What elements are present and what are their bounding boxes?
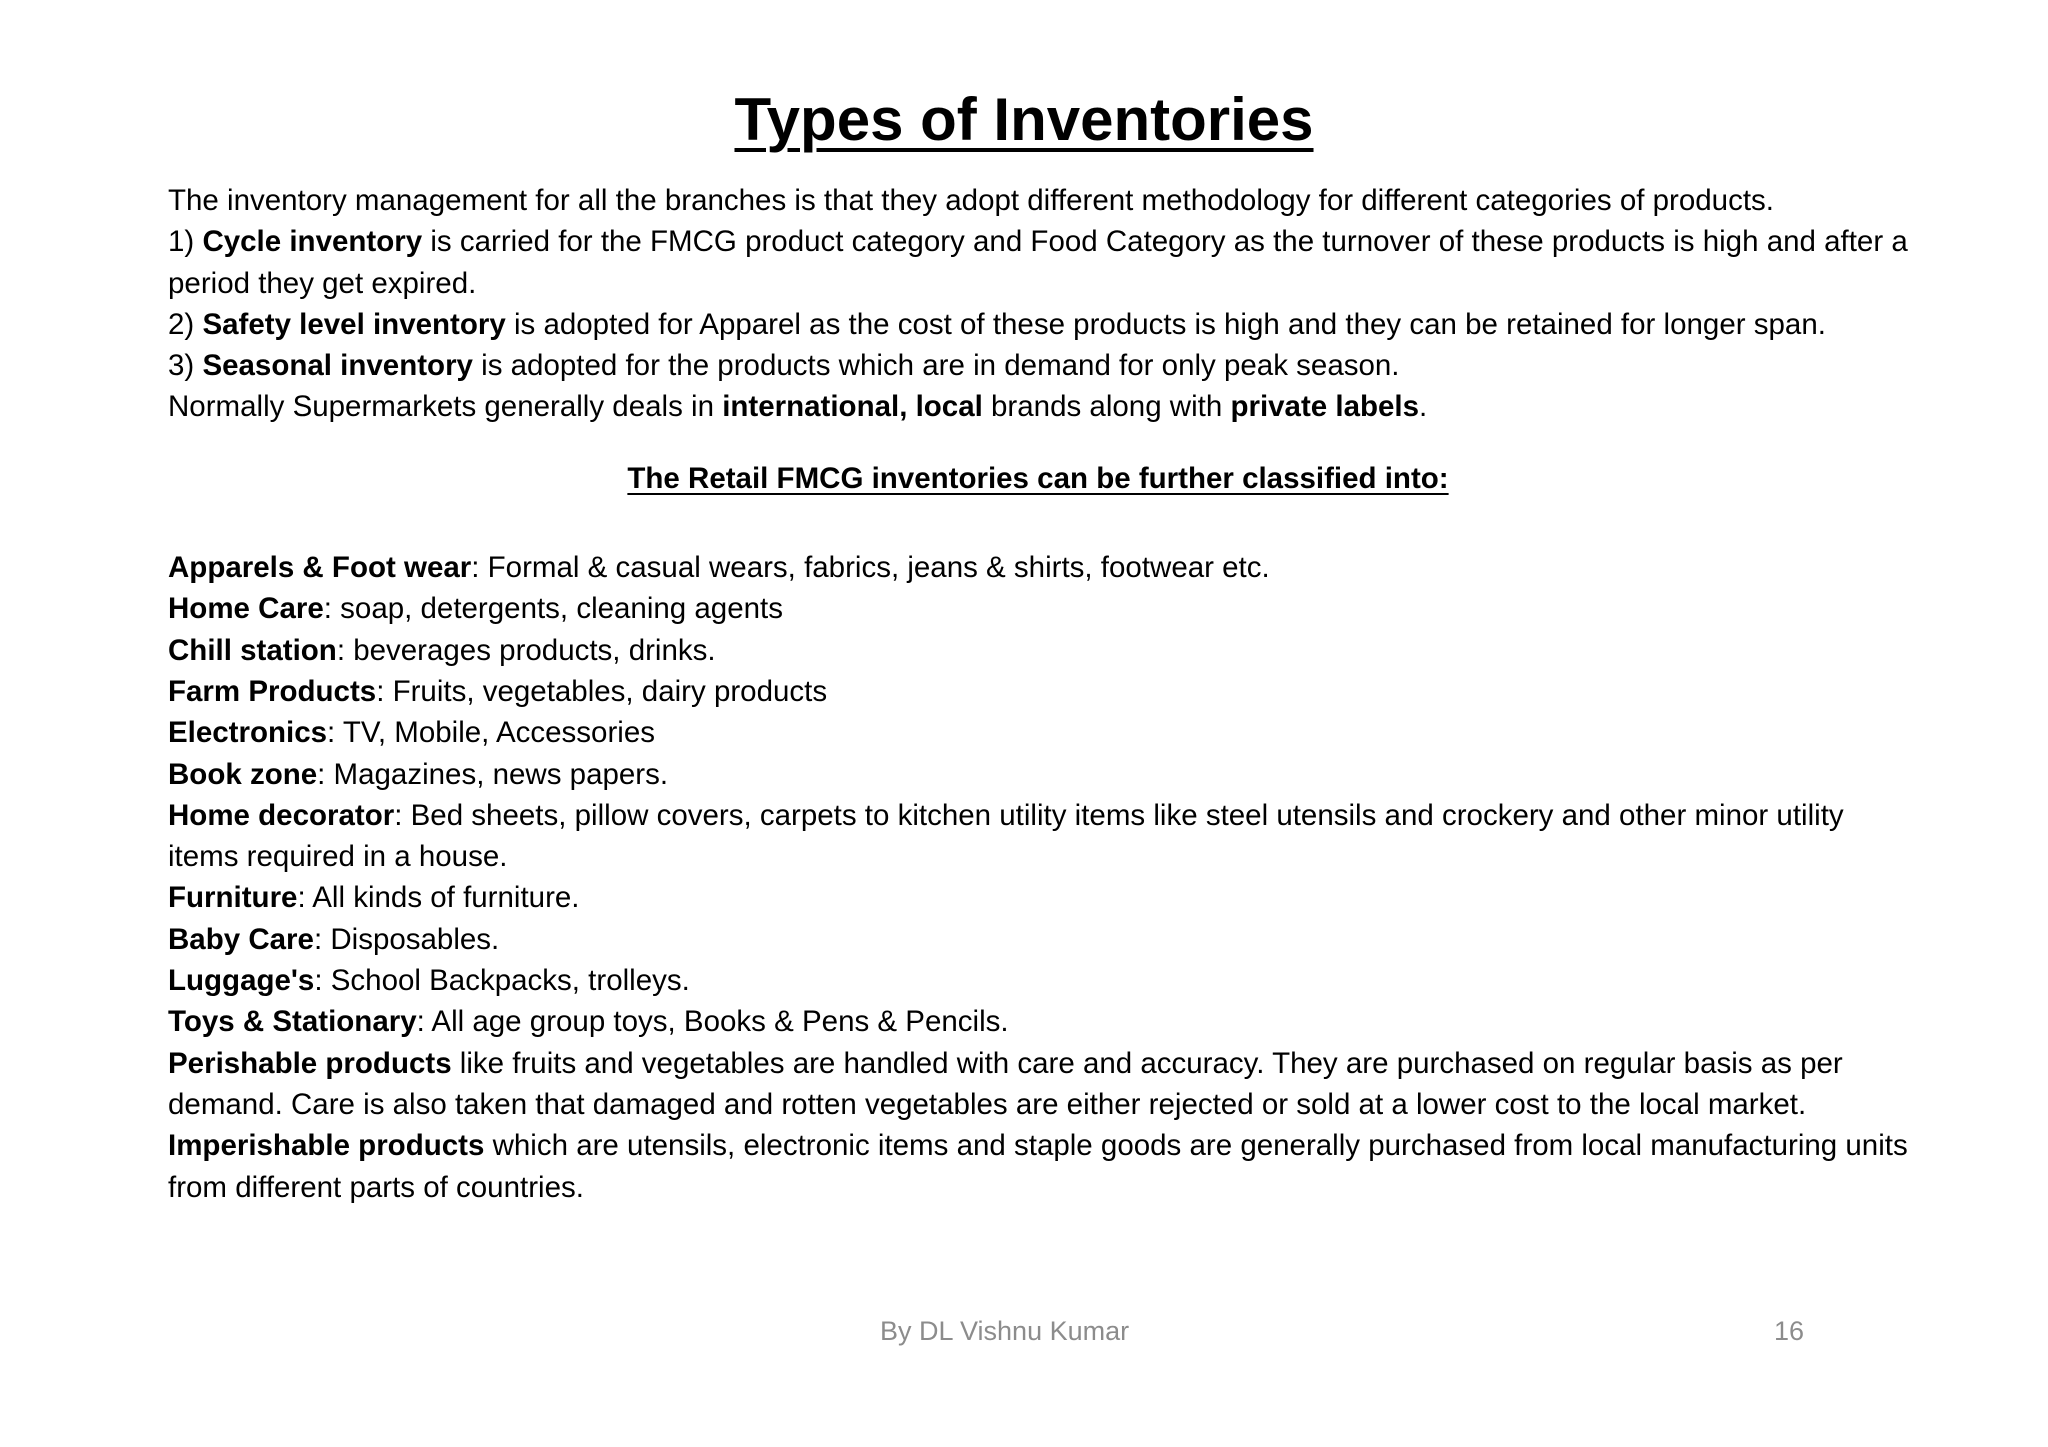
category-name: Baby Care xyxy=(168,922,314,956)
cycle-inventory-paragraph xyxy=(168,221,1908,304)
category-desc: : School Backpacks, trolleys. xyxy=(314,964,690,998)
category-name: Home Care xyxy=(168,592,324,626)
brands-text-c: . xyxy=(1419,390,1428,424)
safety-inventory-term: Safety level inventory xyxy=(202,307,506,341)
list-item xyxy=(168,960,1908,1001)
list-item xyxy=(168,795,1908,878)
category-desc: : All age group toys, Books & Pens & Pencils. xyxy=(416,1005,1009,1039)
list-item xyxy=(168,1001,1908,1042)
category-desc: : Bed sheets, pillow covers, carpets to kitchen utility items like steel utensils and crockery and other minor utility items required in a house. xyxy=(168,798,1844,874)
cycle-inventory-text: is carried for the FMCG product category and Food Category as the turnover of these products is high and after a period they get expired. xyxy=(168,225,1908,300)
category-name: Furniture xyxy=(168,881,298,915)
category-name: Electronics xyxy=(168,716,328,750)
item-number: 3) xyxy=(168,349,203,383)
safety-inventory-text: is adopted for Apparel as the cost of these products is high and they can be retained for longer span. xyxy=(505,307,1826,341)
category-desc: : beverages products, drinks. xyxy=(336,633,716,667)
list-item xyxy=(168,754,1908,795)
list-item xyxy=(168,1125,1908,1208)
list-item xyxy=(168,877,1908,918)
brands-text-a: Normally Supermarkets generally deals in xyxy=(168,390,723,424)
safety-inventory-paragraph xyxy=(168,304,1908,345)
category-desc: like fruits and vegetables are handled with care and accuracy. They are purchased on regular basis as per demand. Care is also taken that damaged and rotten vegetables are either rejected or sold at a lower cost to the local market. xyxy=(168,1046,1843,1121)
category-desc: : Fruits, vegetables, dairy products xyxy=(376,674,828,708)
classification-subheading: The Retail FMCG inventories can be further classified into: xyxy=(627,461,1449,495)
brands-term-private-labels: private labels xyxy=(1230,390,1420,424)
category-name: Farm Products xyxy=(168,674,377,708)
category-desc: : Formal & casual wears, fabrics, jeans & shirts, footwear etc. xyxy=(471,551,1270,585)
category-name: Home decorator xyxy=(168,798,395,832)
category-name: Perishable products xyxy=(168,1046,452,1080)
list-item xyxy=(168,712,1908,753)
category-name: Luggage's xyxy=(168,964,315,998)
category-desc: : TV, Mobile, Accessories xyxy=(327,716,655,750)
brands-term-international-local: international, local xyxy=(722,390,983,424)
brands-paragraph xyxy=(168,386,1908,427)
brands-text-b: brands along with xyxy=(982,390,1231,424)
cycle-inventory-term: Cycle inventory xyxy=(202,225,423,259)
list-item xyxy=(168,919,1908,960)
seasonal-inventory-paragraph xyxy=(168,345,1908,386)
intro-paragraph: The inventory management for all the branches is that they adopt different methodology for different categories of products. xyxy=(168,184,1774,217)
category-desc: : soap, detergents, cleaning agents xyxy=(323,592,783,626)
page-number: 16 xyxy=(1774,1316,1805,1346)
category-desc: : Disposables. xyxy=(313,922,500,956)
category-name: Chill station xyxy=(168,633,337,667)
list-item xyxy=(168,547,1908,588)
category-desc: : All kinds of furniture. xyxy=(297,881,580,915)
list-item xyxy=(168,1043,1908,1126)
item-number: 2) xyxy=(168,307,203,341)
seasonal-inventory-text: is adopted for the products which are in demand for only peak season. xyxy=(472,349,1400,383)
category-list xyxy=(168,547,1908,1208)
category-name: Toys & Stationary xyxy=(168,1005,417,1039)
slide-body xyxy=(168,180,1908,1208)
list-item xyxy=(168,588,1908,629)
footer-author: By DL Vishnu Kumar xyxy=(880,1316,1130,1346)
list-item xyxy=(168,630,1908,671)
category-name: Imperishable products xyxy=(168,1129,485,1163)
category-desc: : Magazines, news papers. xyxy=(317,757,669,791)
slide-title: Types of Inventories xyxy=(734,86,1314,153)
item-number: 1) xyxy=(168,225,203,259)
seasonal-inventory-term: Seasonal inventory xyxy=(202,349,473,383)
category-name: Book zone xyxy=(168,757,318,791)
list-item xyxy=(168,671,1908,712)
category-desc: which are utensils, electronic items and staple goods are generally purchased from local manufacturing units from different parts of countries. xyxy=(168,1129,1908,1204)
category-name: Apparels & Foot wear xyxy=(168,551,472,585)
